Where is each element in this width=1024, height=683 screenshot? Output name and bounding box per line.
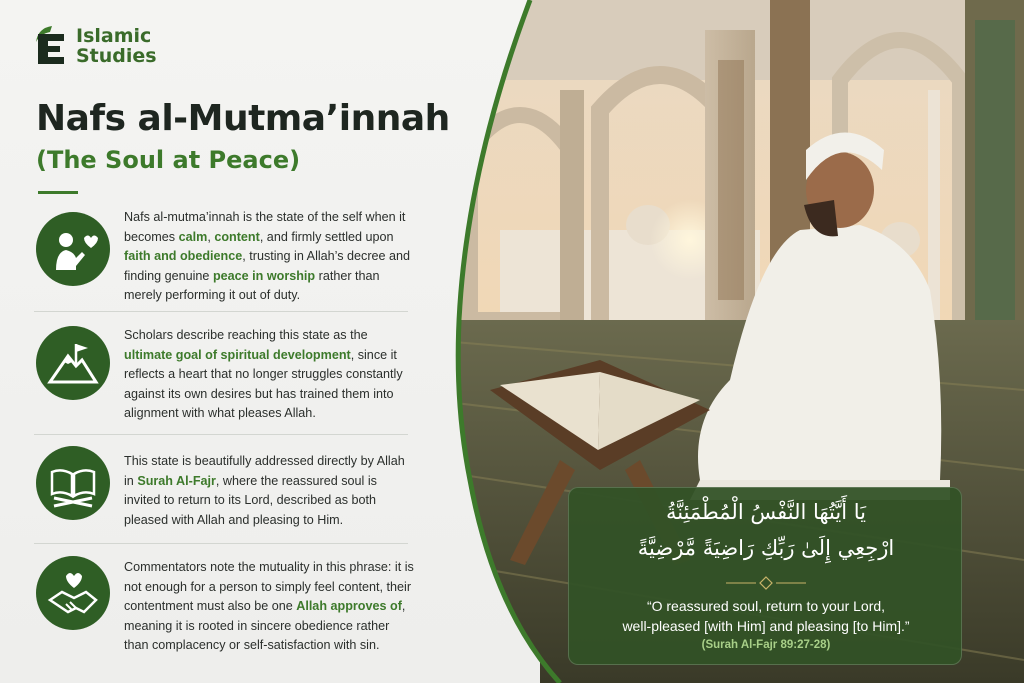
highlight-text: Allah approves of [296,599,402,613]
highlight-text: ultimate goal of spiritual development [124,347,351,362]
quran-stand-icon [36,446,110,520]
logo-mark-icon [34,24,70,68]
person-heart-icon [36,212,110,286]
ornament-divider-icon [726,576,806,590]
body-text: , and firmly settled upon [259,229,394,244]
body-text: , [207,229,215,244]
body-text: , trusting in Allah’s decree and finding genuine [124,249,411,283]
body-text: Nafs al-mutma’innah is the state of the self when it becomes [124,210,406,244]
highlight-text: Surah Al-Fajr [137,473,216,488]
page-subtitle: (The Soul at Peace) [36,146,301,174]
title-underline [38,191,78,194]
mountain-flag-icon [36,326,110,400]
divider [34,311,408,312]
highlight-text: calm [178,229,208,244]
item-text-4 [124,558,414,656]
highlight-text: content [214,229,260,244]
body-text: Commentators note the mutuality in this phrase: it is not enough for a person to simply feel content, their contentment must also be one [124,560,414,613]
item-text-3 [124,452,414,530]
body-text: , since it reflects a heart that no longer struggles constantly against its own desires but has trained them into alignment with what pleases Allah. [124,347,403,420]
brand-line2: Studies [76,45,157,67]
divider [34,543,408,544]
translation-line1: “O reassured soul, return to your Lord, [646,598,886,614]
body-text: , where the reassured soul is invited to return to its Lord, described as both pleased with Allah and pleasing to Him. [124,473,377,527]
item-text-2 [124,326,414,424]
brand-logo [34,24,157,68]
verse-reference: (Surah Al-Fajr 89:27-28) [701,639,831,651]
page-title: Nafs al-Mutma’innah [36,98,450,139]
divider [34,434,408,435]
body-text: , meaning it is rooted in sincere obedience rather than complacency or self-satisfaction with sin. [124,599,406,652]
handshake-heart-icon [36,556,110,630]
body-text: Scholars describe reaching this state as the [124,328,368,342]
arabic-verse-line1: يَا أَيَّتُهَا النَّفْسُ الْمُطْمَئِنَّةُ [665,500,866,524]
quote-card [568,487,962,665]
highlight-text: faith and obedience [124,249,243,263]
brand-line1: Islamic [76,25,152,47]
body-text: This state is beautifully addressed directly by Allah in [124,454,405,488]
highlight-text: peace in worship [212,268,316,283]
verse-translation [569,596,963,636]
body-text: rather than merely performing it out of duty. [124,268,380,302]
translation-line2: well-pleased [with Him] and pleasing [to Him].” [622,618,910,634]
item-text-1 [124,208,414,306]
arabic-verse-line2: ارْجِعِي إِلَىٰ رَبِّكِ رَاضِيَةً مَّرْضِيَّةً [637,536,895,560]
